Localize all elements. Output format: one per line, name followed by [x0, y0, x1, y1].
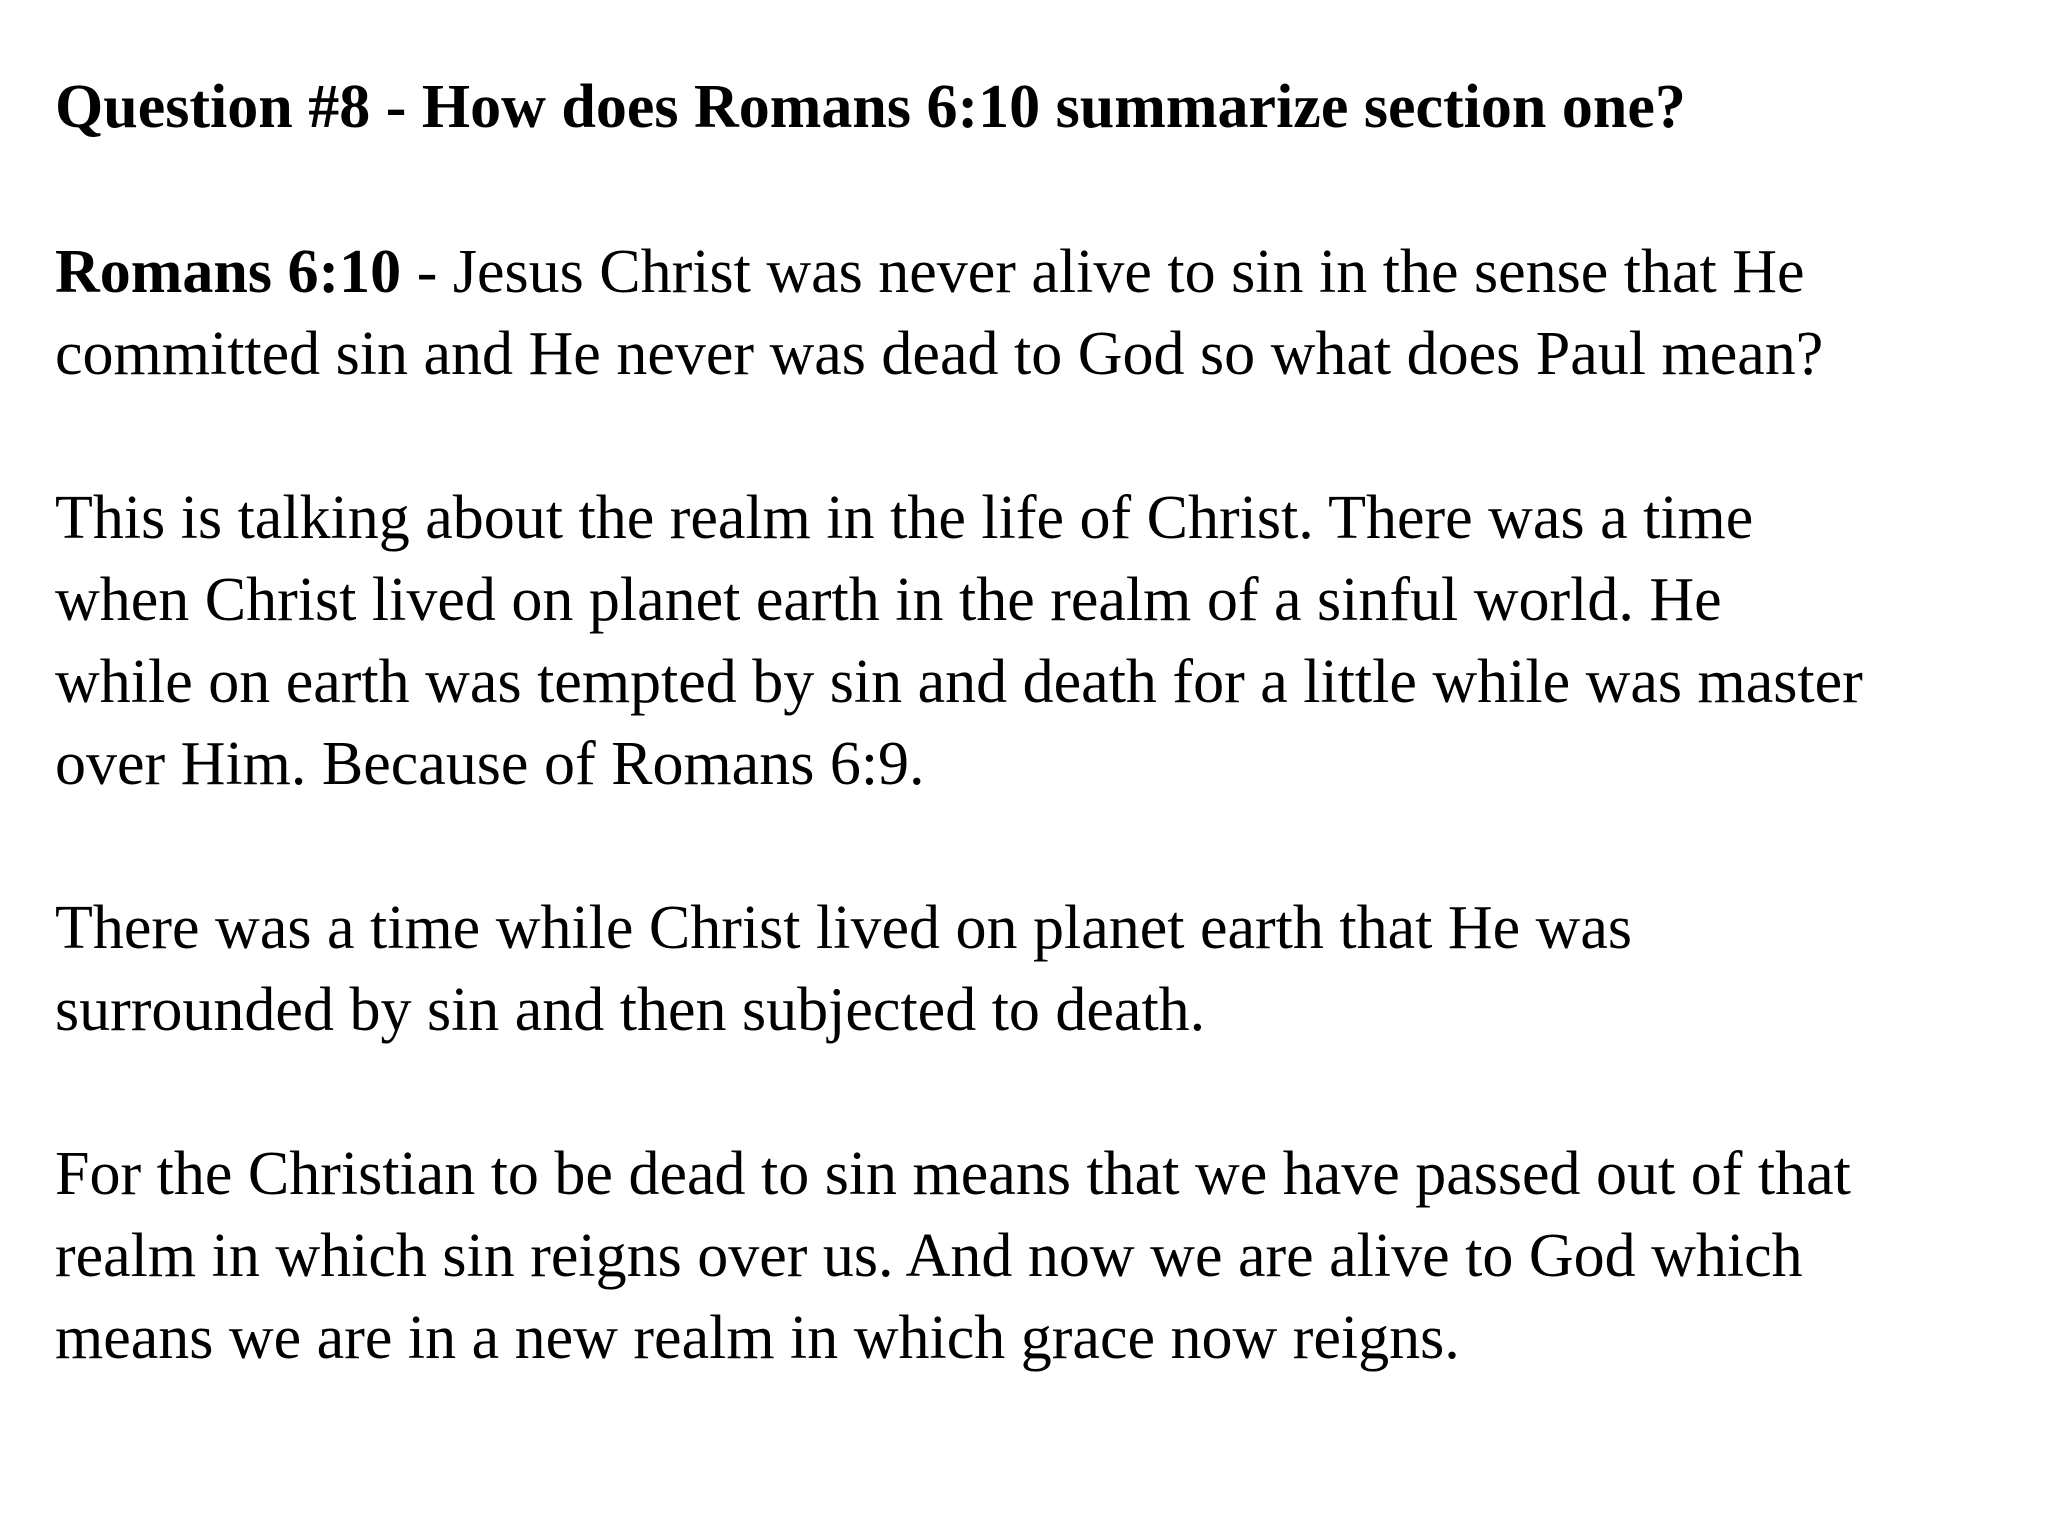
paragraph-3-line-2: surrounded by sin and then subjected to death. [55, 976, 1206, 1044]
paragraph-4-line-2: realm in which sin reigns over us. And now we are alive to God which [55, 1222, 1803, 1290]
question-title: Question #8 - How does Romans 6:10 summarize section one? [55, 73, 1686, 141]
paragraph-2-line-3: while on earth was tempted by sin and death for a little while was master [55, 648, 1863, 716]
paragraph-1-line-1 [55, 231, 1805, 313]
paragraph-1-line-1-text: - Jesus Christ was never alive to sin in the sense that He [401, 238, 1805, 306]
paragraph-4-line-1: For the Christian to be dead to sin means that we have passed out of that [55, 1140, 1851, 1208]
paragraph-3-line-1: There was a time while Christ lived on planet earth that He was [55, 894, 1633, 962]
document-page [55, 0, 2048, 1536]
paragraph-4-line-3: means we are in a new realm in which grace now reigns. [55, 1304, 1460, 1372]
paragraph-2-line-4: over Him. Because of Romans 6:9. [55, 730, 925, 798]
paragraph-1-line-2: committed sin and He never was dead to God so what does Paul mean? [55, 320, 1824, 388]
paragraph-2-line-1: This is talking about the realm in the life of Christ. There was a time [55, 484, 1754, 552]
paragraph-2-line-2: when Christ lived on planet earth in the realm of a sinful world. He [55, 566, 1722, 634]
scripture-reference: Romans 6:10 [55, 238, 402, 306]
